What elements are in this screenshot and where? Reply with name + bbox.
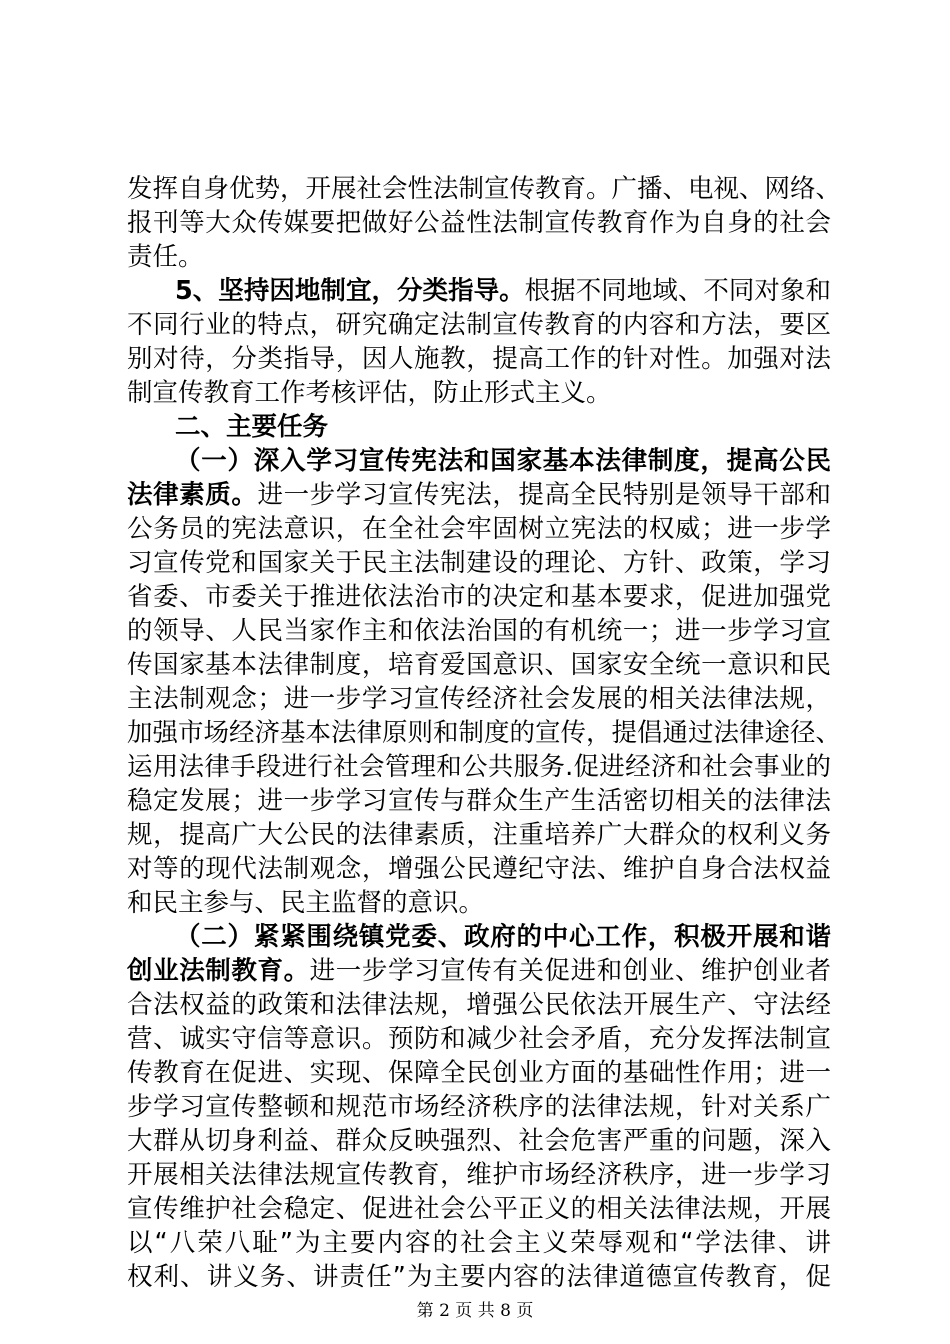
page-number-footer: 第 2 页 共 8 页	[416, 1301, 534, 1321]
subsection-heading-end: 创业法制教育。	[127, 956, 310, 986]
text-line: 省委、市委关于推进依法治市的决定和基本要求，促进加强党	[127, 582, 831, 612]
text-line: 制宣传教育工作考核评估，防止形式主义。	[127, 378, 612, 408]
text-line: 权利、讲义务、讲责任”为主要内容的法律道德宣传教育，促	[127, 1262, 831, 1292]
text-line: 法律素质。进一步学习宣传宪法，提高全民特别是领导干部和	[127, 480, 831, 510]
text-line: 以“八荣八耻”为主要内容的社会主义荣辱观和“学法律、讲	[127, 1228, 831, 1258]
text-line: 规，提高广大公民的法律素质，注重培养广大群众的权利义务	[127, 820, 831, 850]
text-line: 步学习宣传整顿和规范市场经济秩序的法律法规，针对关系广	[127, 1092, 831, 1122]
text-line: 稳定发展；进一步学习宣传与群众生产生活密切相关的法律法	[127, 786, 831, 816]
text-line: 对等的现代法制观念，增强公民遵纪守法、维护自身合法权益	[127, 854, 831, 884]
text-line: 的领导、人民当家作主和依法治国的有机统一；进一步学习宣	[127, 616, 831, 646]
text-line: 主法制观念；进一步学习宣传经济社会发展的相关法律法规，	[127, 684, 831, 714]
text-line: 营、诚实守信等意识。预防和减少社会矛盾，充分发挥法制宣	[127, 1024, 831, 1054]
text-line: 运用法律手段进行社会管理和公共服务.促进经济和社会事业的	[127, 752, 831, 782]
subsection-heading: （二）紧紧围绕镇党委、政府的中心工作，积极开展和谐	[175, 922, 831, 952]
text-line: 开展相关法律法规宣传教育，维护市场经济秩序，进一步学习	[127, 1160, 831, 1190]
section-heading: 二、主要任务	[175, 412, 329, 442]
text-line: 宣传维护社会稳定、促进社会公平正义的相关法律法规，开展	[127, 1194, 831, 1224]
text-line: 合法权益的政策和法律法规，增强公民依法开展生产、守法经	[127, 990, 831, 1020]
subsection-heading: （一）深入学习宣传宪法和国家基本法律制度，提高公民	[175, 446, 831, 476]
text-line: 发挥自身优势，开展社会性法制宣传教育。广播、电视、网络、	[127, 174, 842, 204]
text-line: 大群从切身利益、群众反映强烈、社会危害严重的问题，深入	[127, 1126, 831, 1156]
text-line: 和民主参与、民主监督的意识。	[127, 888, 485, 918]
text-line: 别对待，分类指导，因人施教，提高工作的针对性。加强对法	[127, 344, 831, 374]
text-line: 不同行业的特点，研究确定法制宣传教育的内容和方法，要区	[127, 310, 831, 340]
text-line: 创业法制教育。进一步学习宣传有关促进和创业、维护创业者	[127, 956, 831, 986]
text-line: 习宣传党和国家关于民主法制建设的理论、方针、政策，学习	[127, 548, 831, 578]
text-line: 报刊等大众传媒要把做好公益性法制宣传教育作为自身的社会	[127, 208, 831, 238]
text-line: 加强市场经济基本法律原则和制度的宣传，提倡通过法律途径、	[127, 718, 842, 748]
text-line: 5、坚持因地制宜，分类指导。根据不同地域、不同对象和	[175, 276, 831, 306]
text-line: 传国家基本法律制度，培育爱国意识、国家安全统一意识和民	[127, 650, 831, 680]
text-line: 公务员的宪法意识，在全社会牢固树立宪法的权威；进一步学	[127, 514, 831, 544]
item-heading: 5、坚持因地制宜，分类指导。	[175, 276, 525, 306]
subsection-heading-end: 法律素质。	[127, 480, 258, 510]
text-line: 责任。	[127, 242, 204, 272]
text-line: 传教育在促进、实现、保障全民创业方面的基础性作用；进一	[127, 1058, 831, 1088]
